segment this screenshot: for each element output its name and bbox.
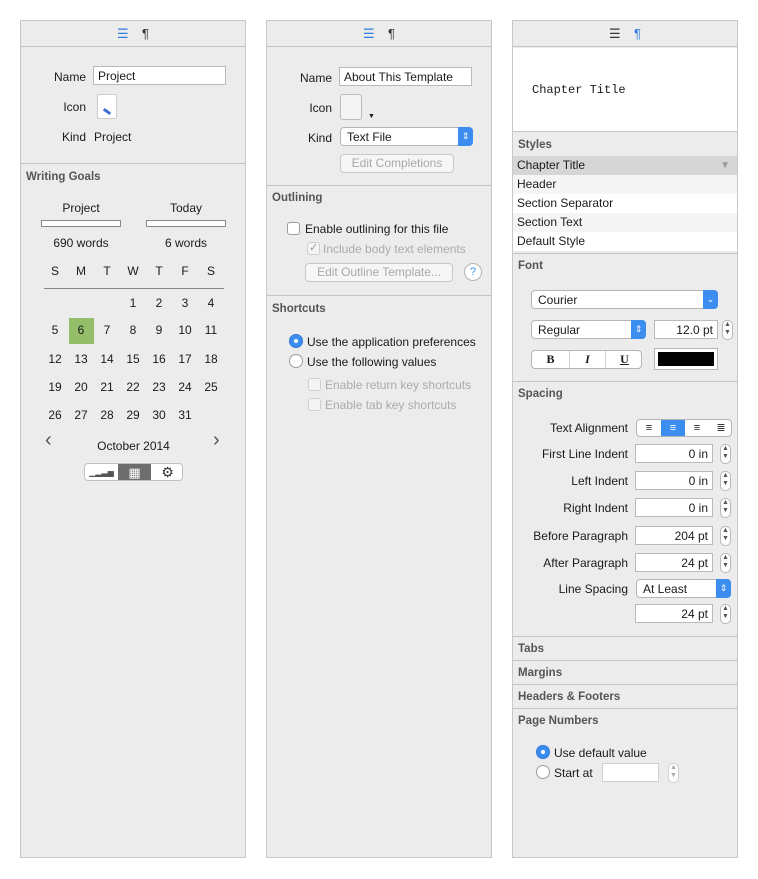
styles-title: Styles <box>518 139 552 151</box>
first-line-indent-field[interactable]: 0 in <box>635 444 713 463</box>
kind-value: Project <box>94 130 132 144</box>
bold-button[interactable]: B <box>546 352 555 366</box>
calendar-day[interactable]: 27 <box>74 408 88 422</box>
font-size-field[interactable]: 12.0 pt <box>654 320 718 339</box>
weekday-t1: T <box>103 264 111 278</box>
inspector-header <box>513 21 737 47</box>
paragraph-icon[interactable]: ¶ <box>142 26 149 41</box>
edit-completions-button[interactable]: Edit Completions <box>340 154 454 173</box>
weekday-m: M <box>76 264 86 278</box>
calendar-day[interactable]: 21 <box>100 380 114 394</box>
underline-button[interactable]: U <box>620 352 629 366</box>
enable-tab-label: Enable tab key shortcuts <box>325 398 457 412</box>
file-inspector-panel <box>266 20 492 858</box>
right-indent-field[interactable]: 0 in <box>635 498 713 517</box>
font-title: Font <box>518 260 543 272</box>
right-indent-stepper[interactable]: ▲ ▼ <box>720 498 731 518</box>
align-justify-icon[interactable]: ≣ <box>716 422 726 434</box>
project-word-count: 690 words <box>53 236 109 250</box>
prev-month-button[interactable]: ‹ <box>45 429 52 451</box>
calendar-day[interactable]: 9 <box>155 323 163 337</box>
include-body-checkbox[interactable] <box>307 242 320 255</box>
line-spacing-stepper[interactable]: ▲ ▼ <box>720 604 731 624</box>
calendar-day[interactable]: 10 <box>178 323 192 337</box>
start-at-stepper[interactable]: ▲ ▼ <box>668 763 679 783</box>
calendar-day[interactable]: 2 <box>155 296 163 310</box>
right-indent-label: Right Indent <box>563 501 628 515</box>
icon-dropdown-arrow-icon[interactable]: ▼ <box>368 113 375 120</box>
name-field[interactable]: About This Template <box>339 67 472 86</box>
icon-label: Icon <box>309 101 332 115</box>
calendar-day[interactable]: 26 <box>48 408 62 422</box>
margins-section-title[interactable]: Margins <box>518 667 563 679</box>
enable-return-label: Enable return key shortcuts <box>325 378 472 392</box>
enable-outlining-label: Enable outlining for this file <box>305 222 449 236</box>
first-line-indent-label: First Line Indent <box>541 447 628 461</box>
calendar-day[interactable]: 22 <box>126 380 140 394</box>
headers-footers-section-title[interactable]: Headers & Footers <box>518 691 621 703</box>
document-list-icon[interactable]: ☰ <box>609 26 621 41</box>
kind-select-value: Text File <box>347 130 392 144</box>
file-icon[interactable] <box>340 94 362 120</box>
project-inspector-panel <box>20 20 246 858</box>
calendar-day[interactable]: 16 <box>152 352 166 366</box>
view-switcher <box>84 463 183 481</box>
calendar-day[interactable]: 17 <box>178 352 192 366</box>
edit-outline-template-button[interactable]: Edit Outline Template... <box>305 263 453 282</box>
style-item-section-text[interactable]: Section Text <box>513 213 737 232</box>
paragraph-icon[interactable]: ¶ <box>634 26 641 41</box>
chevron-updown-icon: ⇕ <box>631 320 646 339</box>
document-list-icon[interactable]: ☰ <box>117 26 129 41</box>
left-indent-label: Left Indent <box>571 474 628 488</box>
enable-tab-checkbox[interactable] <box>308 398 321 411</box>
style-item-default-style[interactable]: Default Style <box>513 232 737 251</box>
font-family-select[interactable] <box>531 290 718 309</box>
start-at-radio[interactable] <box>536 765 550 779</box>
today-goal-label: Today <box>169 201 203 215</box>
style-menu-arrow-icon[interactable]: ▼ <box>720 160 730 171</box>
month-label: October 2014 <box>97 439 170 453</box>
weekday-f: F <box>181 264 189 278</box>
chevron-updown-icon: ⇕ <box>716 579 731 598</box>
calendar-day[interactable]: 18 <box>204 352 218 366</box>
align-left-icon[interactable]: ≡ <box>645 422 653 434</box>
use-following-radio[interactable] <box>289 354 303 368</box>
style-item-chapter-title[interactable]: Chapter Title ▼ <box>513 156 737 175</box>
calendar-day[interactable]: 8 <box>129 323 137 337</box>
today-word-count: 6 words <box>164 236 208 250</box>
inspector-header <box>267 21 491 47</box>
name-label: Name <box>299 71 332 85</box>
calendar-day[interactable]: 7 <box>103 323 111 337</box>
style-preview <box>513 48 737 132</box>
spacing-title: Spacing <box>518 388 563 400</box>
paragraph-icon[interactable]: ¶ <box>388 26 395 41</box>
weekday-w: W <box>127 264 139 278</box>
tabs-section-title[interactable]: Tabs <box>518 643 544 655</box>
after-paragraph-label: After Paragraph <box>543 556 628 570</box>
start-at-field[interactable] <box>602 763 659 782</box>
outlining-title: Outlining <box>272 192 323 204</box>
icon-label: Icon <box>63 100 86 114</box>
calendar-day[interactable]: 15 <box>126 352 140 366</box>
text-alignment-control <box>636 419 732 437</box>
first-line-indent-stepper[interactable]: ▲ ▼ <box>720 444 731 464</box>
weekday-s2: S <box>206 264 215 278</box>
align-center-icon[interactable]: ≡ <box>661 420 685 436</box>
font-style-value: Regular <box>538 323 581 337</box>
help-button[interactable]: ? <box>464 263 482 281</box>
calendar-day[interactable]: 24 <box>178 380 192 394</box>
format-inspector-panel <box>512 20 738 858</box>
shortcuts-title: Shortcuts <box>272 303 326 315</box>
font-style-select[interactable] <box>531 320 646 339</box>
kind-label: Kind <box>307 131 332 145</box>
after-paragraph-stepper[interactable]: ▲ ▼ <box>720 553 731 573</box>
calendar-day[interactable]: 11 <box>204 323 218 337</box>
text-color-swatch <box>658 352 714 366</box>
use-app-prefs-label: Use the application preferences <box>307 335 476 349</box>
calendar-day[interactable]: 5 <box>51 323 59 337</box>
line-spacing-select[interactable] <box>636 579 731 598</box>
project-goal-label: Project <box>62 201 100 215</box>
calendar-icon[interactable]: ▦ <box>118 464 151 481</box>
next-month-button[interactable]: › <box>213 429 220 451</box>
weekday-t2: T <box>155 264 163 278</box>
today-progress-bar <box>146 220 226 227</box>
kind-select[interactable] <box>340 127 473 146</box>
use-app-prefs-radio[interactable] <box>289 334 303 348</box>
project-icon[interactable] <box>97 94 117 119</box>
inspector-header <box>21 21 245 47</box>
bar-chart-icon[interactable]: ▁▂▃▅ <box>89 468 114 477</box>
line-spacing-label: Line Spacing <box>558 582 628 596</box>
text-format-buttons <box>531 350 642 369</box>
kind-label: Kind <box>61 130 86 144</box>
calendar-day[interactable]: 25 <box>204 380 218 394</box>
before-paragraph-field[interactable]: 204 pt <box>635 526 713 545</box>
weekday-s1: S <box>50 264 59 278</box>
font-family-value: Courier <box>538 293 578 307</box>
calendar-day[interactable]: 28 <box>100 408 114 422</box>
before-paragraph-stepper[interactable]: ▲ ▼ <box>720 526 731 546</box>
use-following-label: Use the following values <box>307 355 437 369</box>
use-default-value-radio[interactable] <box>536 745 550 759</box>
font-size-stepper[interactable]: ▲ ▼ <box>722 320 733 340</box>
calendar-day[interactable]: 23 <box>152 380 166 394</box>
chevron-down-icon: ⌄ <box>703 290 718 309</box>
italic-button[interactable]: I <box>569 351 606 368</box>
calendar-day[interactable]: 3 <box>181 296 189 310</box>
after-paragraph-field[interactable]: 24 pt <box>635 553 713 572</box>
calendar-day[interactable]: 30 <box>152 408 166 422</box>
start-at-label: Start at <box>554 766 593 780</box>
calendar-day[interactable]: 19 <box>48 380 62 394</box>
include-body-label: Include body text elements <box>323 242 466 256</box>
align-right-icon[interactable]: ≡ <box>693 422 701 434</box>
left-indent-field[interactable]: 0 in <box>635 471 713 490</box>
style-item-section-separator[interactable]: Section Separator <box>513 194 737 213</box>
calendar-day[interactable]: 13 <box>74 352 88 366</box>
calendar-day[interactable]: 6 <box>77 323 85 337</box>
left-indent-stepper[interactable]: ▲ ▼ <box>720 471 731 491</box>
name-label: Name <box>53 70 86 84</box>
calendar-day[interactable]: 29 <box>126 408 140 422</box>
writing-goals-title: Writing Goals <box>26 171 101 183</box>
calendar-days <box>42 291 224 431</box>
line-spacing-field[interactable]: 24 pt <box>635 604 713 623</box>
line-spacing-value: At Least <box>643 582 688 596</box>
name-field[interactable]: Project <box>93 66 226 85</box>
text-alignment-label: Text Alignment <box>549 421 628 435</box>
use-default-value-label: Use default value <box>554 746 647 760</box>
chevron-updown-icon: ⇕ <box>458 127 473 146</box>
gear-icon[interactable]: ⚙ <box>161 464 174 480</box>
calendar-day[interactable]: 14 <box>100 352 114 366</box>
calendar <box>42 259 224 429</box>
calendar-day[interactable]: 12 <box>48 352 62 366</box>
calendar-day[interactable]: 20 <box>74 380 88 394</box>
text-color-well[interactable] <box>654 348 718 370</box>
enable-outlining-checkbox[interactable] <box>287 222 300 235</box>
calendar-day[interactable]: 31 <box>178 408 192 422</box>
enable-return-checkbox[interactable] <box>308 378 321 391</box>
calendar-day[interactable]: 4 <box>207 296 215 310</box>
calendar-day[interactable]: 1 <box>129 296 137 310</box>
style-preview-text: Chapter Title <box>532 83 626 97</box>
page-numbers-section-title[interactable]: Page Numbers <box>518 715 599 727</box>
before-paragraph-label: Before Paragraph <box>533 529 628 543</box>
style-item-header[interactable]: Header <box>513 175 737 194</box>
document-list-icon[interactable]: ☰ <box>363 26 375 41</box>
project-progress-bar <box>41 220 121 227</box>
